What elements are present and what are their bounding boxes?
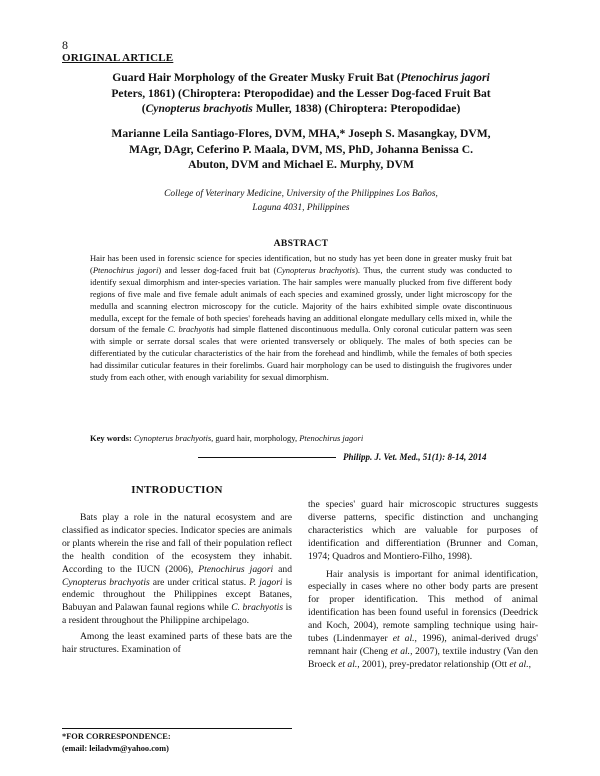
keywords: Key words: Cynopterus brachyotis, guard hair, morphology, Ptenochirus jagori	[90, 433, 364, 443]
introduction-heading: INTRODUCTION	[131, 484, 223, 496]
intro-paragraph-4: Hair analysis is important for animal identification, especially in cases where no other body parts are present for proper identification. This method of animal identification has been found useful in forensics (Deedrick and Koch, 2004), remote sampling technique using hair-tubes (Lindenmayer et al., 1996), animal-derived drugs' remnant hair (Cheng et al., 2007), textile industry (Van den Broeck et al., 2001), prey-predator relationship (Ott et al.,	[308, 568, 539, 670]
correspondence-footnote: *FOR CORRESPONDENCE: (email: leiladvm@yahoo.com)	[62, 732, 171, 753]
right-column	[308, 499, 538, 672]
page-number: 8	[62, 38, 68, 52]
intro-paragraph-3: the species' guard hair microscopic structures suggests diverse patterns, specific distinction and unchanging characteristics which are valuable for purposes of identification and differentiation (Brunner and Coman, 1974; Quadros and Montiero-Filho, 1998).	[308, 499, 538, 562]
footnote-rule	[62, 728, 292, 729]
article-type-label: ORIGINAL ARTICLE	[62, 52, 174, 64]
affiliation: College of Veterinary Medicine, University of the Philippines Los Baños, Laguna 4031, Philippines	[164, 189, 438, 213]
keywords-label: Key words:	[90, 433, 132, 443]
left-column	[62, 512, 292, 657]
journal-citation: Philipp. J. Vet. Med., 51(1): 8-14, 2014	[343, 452, 487, 462]
abstract-body: Hair has been used in forensic science for species identification, but no study has yet been done in greater musky fruit bat (Ptenochirus jagori) and lesser dog-faced fruit bat (Cynopterus brachyotis). Thus, the current study was conducted to identify sexual dimorphism and inter-species variation. The hair samples were manually plucked from five different body regions of five male and five female adult animals of each species and examined grossly, under light microscopy for the medulla and scanning electron microscopy for the cuticle. Majority of the hairs exhibited simple ovate discontinuous medulla, except for the female of both species' foreheads having an additional elongate medullary cells mixed in, while the dorsum of the female C. brachyotis had simple flattened discontinuous medulla. Only coronal cuticular pattern was seen with simple or serrate dorsal scales that were oriented transversely or obliquely. The males of both species can be differentiated by the cuticular characteristics of the hair from the forehead and hindlimb, while the females of both species had dissimilar cuticular features in their forelimbs. Guard hair morphology can be used to distinguish the frugivores under study from each other, with enough variability for sexual dimorphism.	[90, 253, 513, 383]
abstract-heading: ABSTRACT	[273, 238, 329, 249]
author-list: Marianne Leila Santiago-Flores, DVM, MHA,* Joseph S. Masangkay, DVM, MAgr, DAgr, Ceferino P. Maala, DVM, MS, PhD, Johanna Benissa C. Abuton, DVM and Michael E. Murphy, DVM	[111, 127, 491, 171]
article-title: Guard Hair Morphology of the Greater Musky Fruit Bat (Ptenochirus jagori Peters, 1861) (Chiroptera: Pteropodidae) and the Lesser Dog-faced Fruit Bat (Cynopterus brachyotis Muller, 1838) (Chiroptera: Pteropodidae)	[111, 71, 491, 115]
citation-rule	[198, 457, 336, 458]
intro-paragraph-2: Among the least examined parts of these bats are the hair structures. Examination of	[62, 631, 292, 656]
correspondence-email: (email: leiladvm@yahoo.com)	[62, 743, 169, 753]
intro-paragraph-1: Bats play a role in the natural ecosystem and are classified as indicator species. Indicator species are animals or plants wherein the rise and fall of their population reflect the health condition of the ecosystem they inhabit. According to the IUCN (2006), Ptenochirus jagori and Cynopterus brachyotis are under critical status. P. jagori is endemic throughout the Philippines except Batanes, Babuyan and Palawan faunal regions while C. brachyotis is a resident throughout the Philippine archipelago.	[62, 512, 293, 627]
